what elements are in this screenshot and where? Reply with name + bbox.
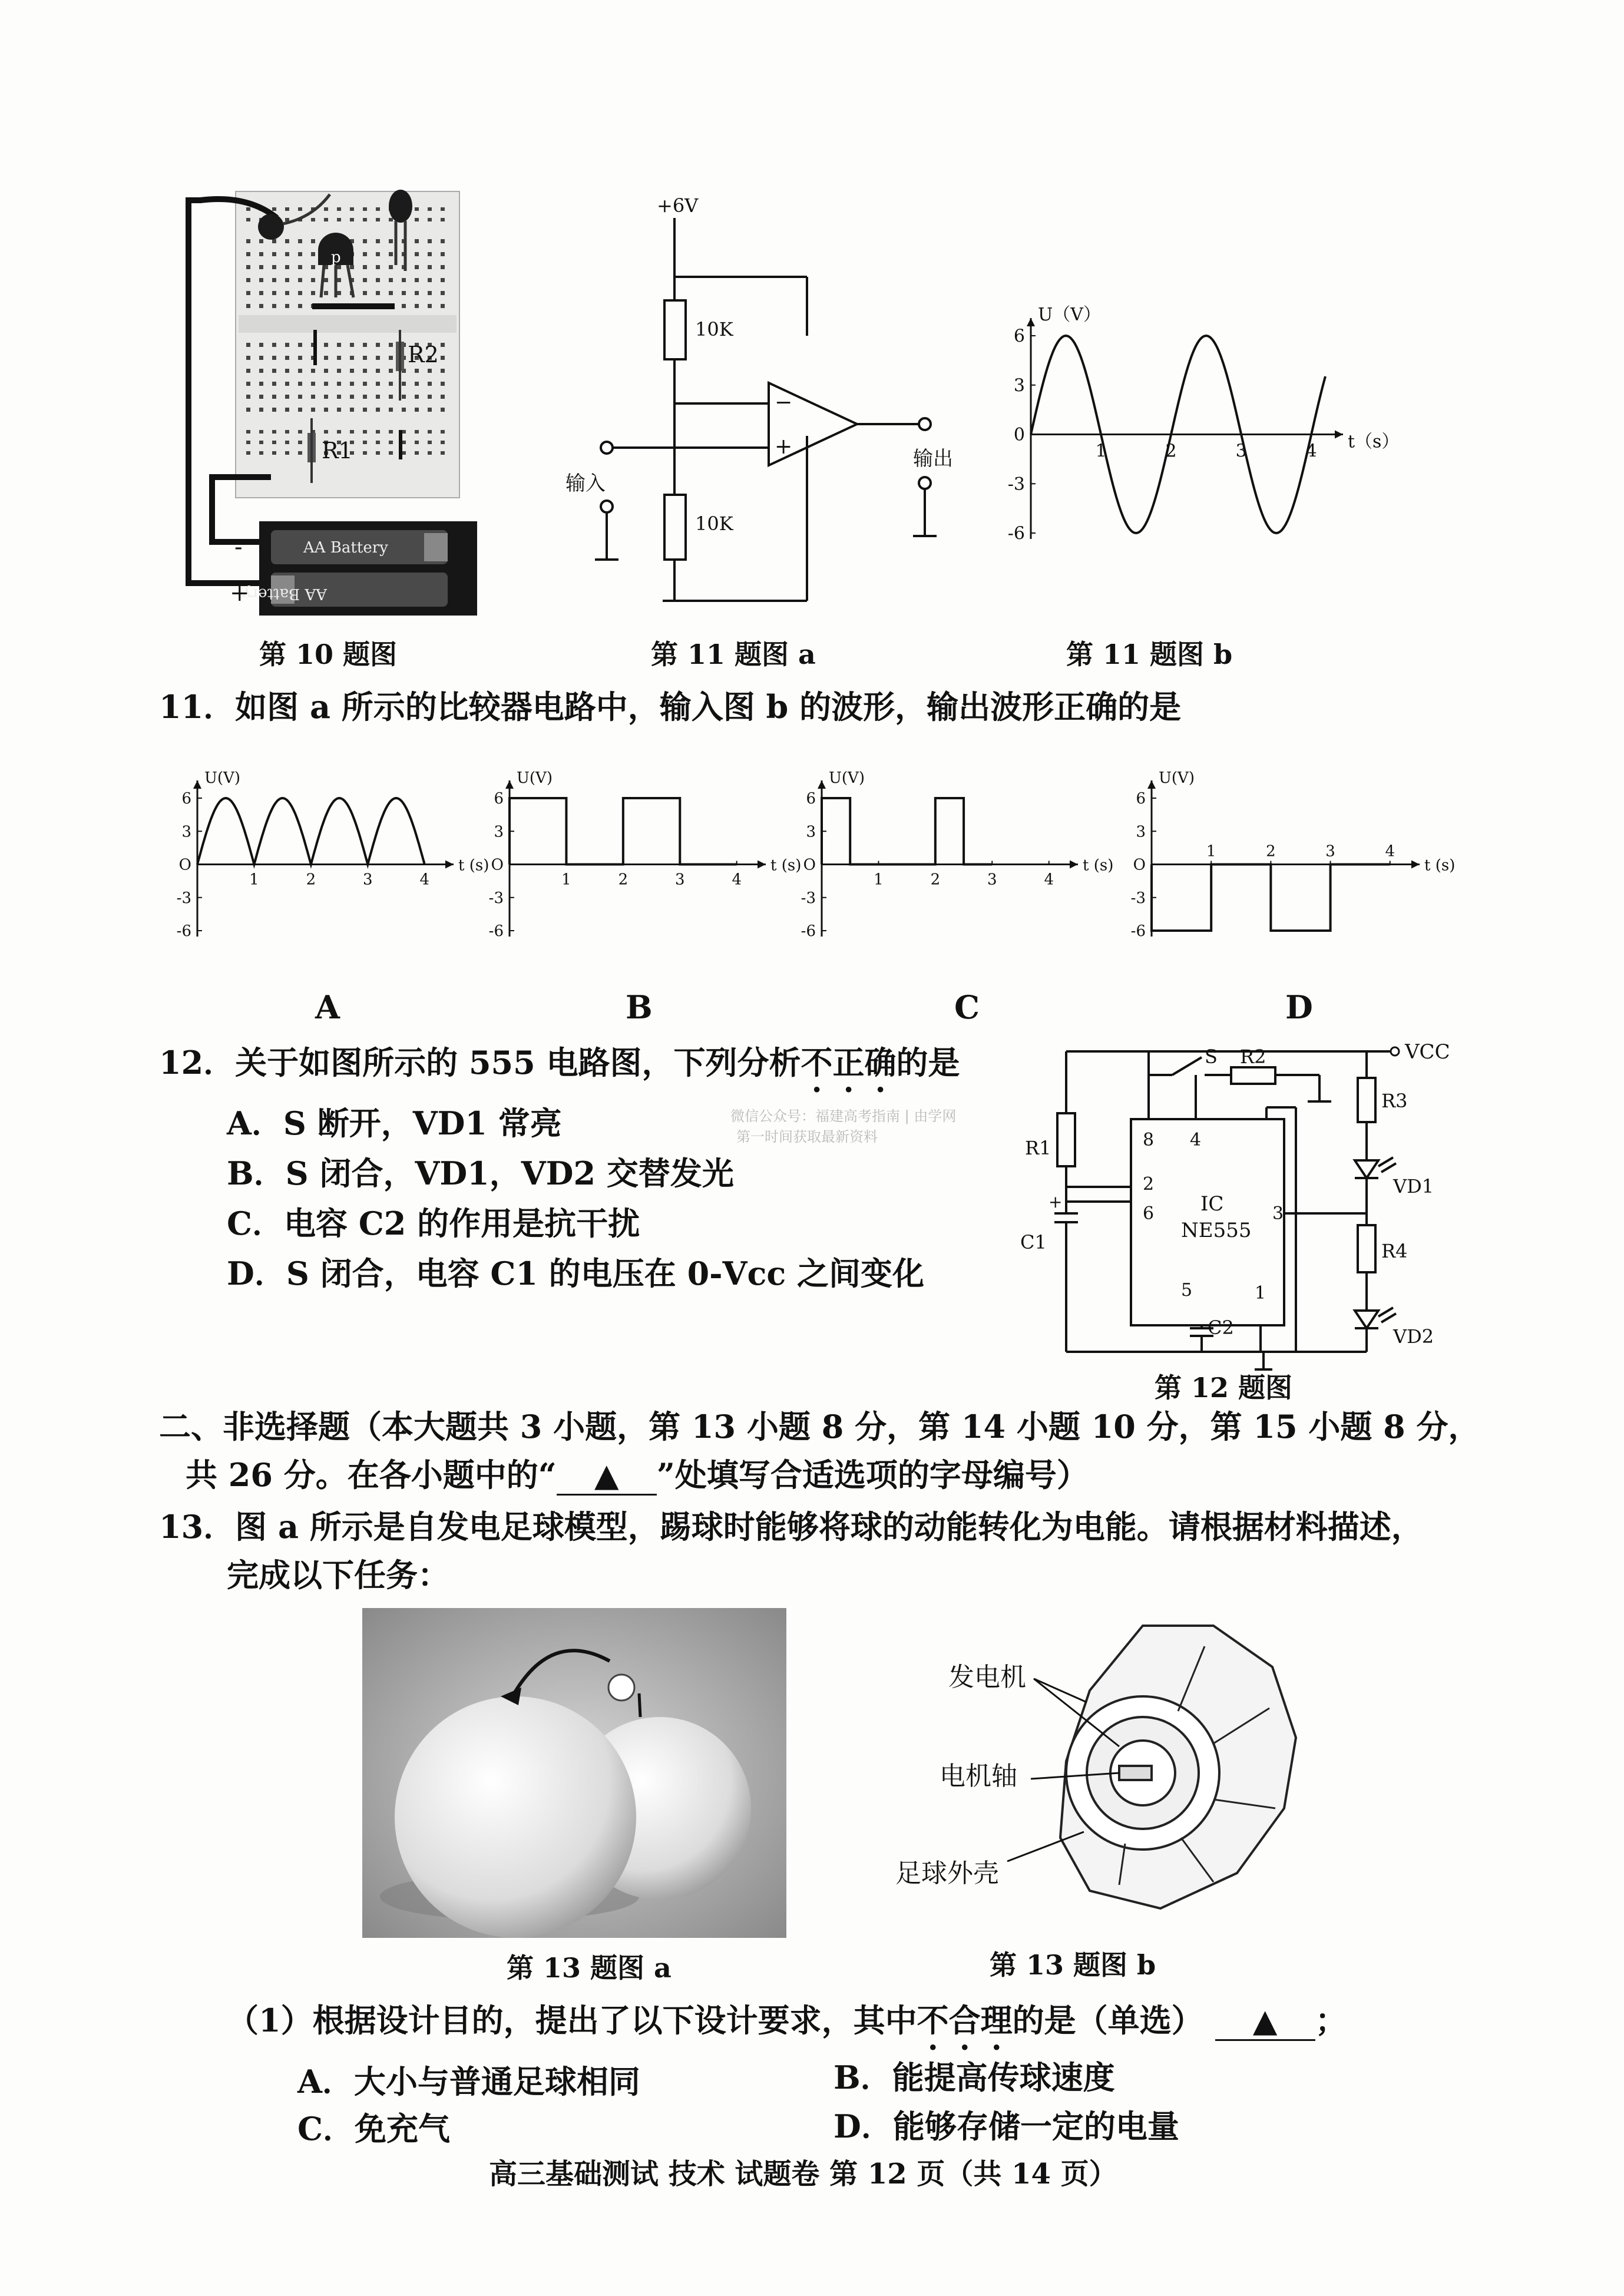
y-tick-label: 3 [806, 823, 816, 841]
resistor-r4 [1358, 1225, 1375, 1272]
figure-11a-comparator [554, 188, 954, 613]
figure-12-555-circuit [1001, 1031, 1484, 1384]
battery-minus: - [234, 534, 243, 561]
y-tick-label: -6 [488, 922, 504, 941]
x-tick-label: 3 [675, 871, 685, 889]
shaft-label: 电机轴 [940, 1761, 1017, 1791]
option-c-chart [795, 757, 1125, 954]
y-tick-label: 6 [1013, 326, 1025, 347]
resistor-top [664, 300, 686, 359]
y-tick-label: -6 [1130, 922, 1146, 941]
question-13-sub-1: （1）根据设计目的，提出了以下设计要求，其中不合理的是（单选） ▲ ； [227, 1996, 1347, 2057]
output-terminal [919, 418, 931, 430]
section-2-instruction: 共 26 分。在各小题中的“ ▲ ”处填写合适选项的字母编号） [186, 1450, 1089, 1496]
switch-label: S [1205, 1046, 1218, 1068]
x-tick-label: 1 [561, 871, 571, 889]
ic-label: IC [1200, 1192, 1224, 1216]
pin-8: 8 [1143, 1130, 1155, 1150]
r2-label: R2 [1240, 1046, 1266, 1068]
fig11b-caption: 第 11 题图 b [1066, 638, 1233, 670]
r-top-label: 10K [695, 318, 733, 340]
y-tick-label: 6 [806, 790, 816, 808]
x-tick-label: 2 [1266, 842, 1276, 861]
y-tick-label: -3 [1130, 889, 1146, 907]
input-waveform-chart [995, 295, 1396, 554]
question-11-text: 11．如图 a 所示的比较器电路中，输入图 b 的波形，输出波形正确的是 [159, 688, 1182, 726]
fig10-caption: 第 10 题图 [259, 638, 398, 670]
q12-option-b: B．S 闭合，VD1，VD2 交替发光 [227, 1154, 734, 1192]
c1-label: C1 [1020, 1231, 1047, 1253]
pin-3: 3 [1272, 1203, 1284, 1224]
resistor-r3 [1358, 1078, 1375, 1122]
y-axis-arrow [193, 780, 201, 789]
football-left [395, 1696, 636, 1938]
pin-5: 5 [1181, 1280, 1193, 1301]
emphasis-unreasonable: 不合理 [917, 2001, 1013, 2039]
switch-s [1172, 1057, 1202, 1075]
battery-bottom-label: AA Battery [242, 585, 327, 603]
y-tick-label: 0 [1013, 425, 1025, 445]
y-tick-label: -6 [801, 922, 816, 941]
y-tick-label: 6 [181, 790, 191, 808]
y-axis-label: U(V) [1159, 769, 1195, 787]
x-tick-label: 1 [1095, 441, 1107, 462]
y-axis-arrow [1027, 318, 1035, 326]
fig12-caption: 第 12 题图 [1155, 1372, 1293, 1404]
pin-6: 6 [1143, 1203, 1155, 1224]
r-bottom-label: 10K [695, 512, 733, 535]
y-tick-label: O [491, 856, 504, 874]
q13-option-b: B．能提高传球速度 [834, 2059, 1115, 2096]
breadboard-photo [177, 183, 483, 618]
resistor-r2 [1231, 1067, 1275, 1084]
y-tick-label: -3 [1007, 474, 1025, 495]
x-tick-label: 4 [419, 871, 429, 889]
x-axis-arrow [758, 861, 766, 869]
figure-11b-waveform [995, 295, 1396, 554]
y-tick-label: -6 [176, 922, 191, 941]
pin-4: 4 [1190, 1130, 1202, 1150]
opamp-minus: − [775, 391, 793, 415]
x-tick-label: 1 [249, 871, 259, 889]
y-axis-arrow [1147, 780, 1156, 789]
x-tick-label: 1 [1206, 842, 1216, 861]
x-axis-arrow [1070, 861, 1078, 869]
battery-plus: + [230, 580, 250, 607]
r2-label: R2 [408, 342, 439, 368]
waveform-line [1152, 865, 1390, 931]
q13-option-a: A．大小与普通足球相同 [297, 2063, 640, 2100]
x-axis-label: t (s) [1424, 856, 1456, 875]
x-tick-label: 3 [987, 871, 997, 889]
x-tick-label: 4 [1044, 871, 1054, 889]
output-label: 输出 [913, 447, 953, 471]
x-axis-arrow [1335, 431, 1343, 439]
ic-model: NE555 [1181, 1219, 1252, 1242]
pin-1: 1 [1255, 1283, 1266, 1304]
shell-label: 足球外壳 [895, 1858, 999, 1888]
r1-label: R1 [322, 438, 353, 464]
opamp-plus: + [775, 435, 793, 459]
y-tick-label: 6 [494, 790, 504, 808]
watermark-line-2: 第一时间获取最新资料 [736, 1129, 878, 1145]
page-footer: 高三基础测试 技术 试题卷 第 12 页（共 14 页） [489, 2158, 1117, 2191]
x-tick-label: 3 [1325, 842, 1335, 861]
vd2-label: VD2 [1393, 1325, 1434, 1348]
y-axis-arrow [818, 780, 826, 789]
y-tick-label: 3 [494, 823, 504, 841]
r4-label: R4 [1381, 1240, 1408, 1262]
resistor-bottom [664, 495, 686, 560]
section-2-heading: 二、非选择题（本大题共 3 小题，第 13 小题 8 分，第 14 小题 10 分，第 15 小题 8 分， [159, 1408, 1480, 1445]
x-axis-label: t（s） [1348, 431, 1396, 452]
supply-label: +6V [657, 194, 699, 217]
y-tick-label: -6 [1007, 523, 1025, 544]
x-tick-label: 4 [1385, 842, 1395, 861]
option-d-letter: D [1285, 988, 1313, 1026]
x-axis-label: t (s) [770, 856, 802, 875]
x-tick-label: 2 [618, 871, 629, 889]
ne555-circuit [1001, 1031, 1484, 1384]
x-tick-label: 3 [1235, 441, 1247, 462]
y-axis-arrow [505, 780, 514, 789]
y-tick-label: -3 [801, 889, 816, 907]
q13-option-c: C．免充气 [297, 2110, 450, 2148]
question-13-line-2: 完成以下任务： [227, 1556, 449, 1594]
y-tick-label: 3 [181, 823, 191, 841]
vcc-label: VCC [1405, 1040, 1450, 1064]
input-label: 输入 [565, 472, 606, 495]
answer-blank-example: ▲ [557, 1456, 657, 1496]
emphasis-not-correct: 不正确 [801, 1044, 897, 1081]
q12-option-a: A．S 断开，VD1 常亮 [227, 1104, 562, 1142]
r3-label: R3 [1381, 1090, 1408, 1112]
option-b-chart [483, 757, 813, 954]
x-tick-label: 4 [732, 871, 742, 889]
x-axis-label: t (s) [1083, 856, 1114, 875]
x-tick-label: 1 [874, 871, 884, 889]
x-tick-label: 2 [930, 871, 941, 889]
x-tick-label: 2 [1165, 441, 1177, 462]
x-axis-label: t (s) [458, 856, 489, 875]
x-tick-label: 3 [363, 871, 373, 889]
led-vd1 [1355, 1160, 1378, 1178]
motor-shaft [1119, 1766, 1152, 1780]
r1-label: R1 [1025, 1137, 1051, 1159]
c2-label: C2 [1208, 1316, 1234, 1339]
y-axis-label: U(V) [517, 769, 553, 787]
waveform-line [510, 798, 737, 865]
question-12-stem: 12．关于如图所示的 555 电路图，下列分析不正确的是 [159, 1044, 960, 1081]
pin-2: 2 [1143, 1174, 1155, 1195]
generator-label: 发电机 [948, 1662, 1026, 1692]
waveform-line [822, 798, 992, 865]
y-tick-label: 3 [1136, 823, 1146, 841]
transistor-label: p [331, 249, 341, 266]
q12-option-d: D．S 闭合，电容 C1 的电压在 0-Vcc 之间变化 [227, 1255, 925, 1292]
y-axis-label: U(V) [829, 769, 865, 787]
option-b-letter: B [626, 988, 653, 1026]
bulb [608, 1675, 634, 1701]
x-tick-label: 4 [1305, 441, 1317, 462]
y-tick-label: 3 [1013, 375, 1025, 396]
fig11a-caption: 第 11 题图 a [651, 638, 816, 670]
led [389, 190, 412, 223]
y-tick-label: O [178, 856, 191, 874]
generator-diagram [884, 1614, 1308, 1920]
football-photo [362, 1608, 786, 1938]
comparator-circuit [554, 188, 954, 613]
option-c-letter: C [954, 988, 980, 1026]
option-a-letter: A [315, 988, 340, 1026]
vd1-label: VD1 [1393, 1175, 1434, 1197]
y-axis-label: U(V) [204, 769, 240, 787]
waveform-line [197, 798, 425, 865]
c1-plus: + [1049, 1192, 1063, 1212]
led-vd2 [1355, 1311, 1378, 1328]
figure-13b-diagram [884, 1614, 1308, 1920]
x-tick-label: 2 [306, 871, 316, 889]
option-d-chart [1125, 757, 1467, 954]
y-tick-label: 6 [1136, 790, 1146, 808]
fig13a-caption: 第 13 题图 a [507, 1952, 672, 1984]
y-tick-label: -3 [488, 889, 504, 907]
x-axis-arrow [1411, 861, 1420, 869]
answer-blank-1[interactable]: ▲ [1215, 2001, 1315, 2041]
y-tick-label: O [1133, 856, 1146, 874]
watermark-line-1: 微信公众号：福建高考指南 | 由学网 [730, 1108, 957, 1124]
question-13-line-1: 13．图 a 所示是自发电足球模型，踢球时能够将球的动能转化为电能。请根据材料描述， [159, 1508, 1423, 1546]
option-a-chart [171, 757, 501, 954]
figure-13a-photo [362, 1608, 786, 1938]
resistor-r1 [1057, 1113, 1075, 1166]
y-tick-label: -3 [176, 889, 191, 907]
input-terminal [601, 442, 613, 454]
figure-10-breadboard [177, 183, 483, 618]
x-axis-arrow [445, 861, 454, 869]
fig13b-caption: 第 13 题图 b [990, 1949, 1156, 1981]
y-axis-label: U（V） [1038, 305, 1101, 325]
q12-option-c: C．电容 C2 的作用是抗干扰 [227, 1205, 640, 1242]
y-tick-label: O [803, 856, 816, 874]
q13-option-d: D．能够存储一定的电量 [834, 2108, 1179, 2145]
photoresistor [258, 214, 284, 240]
battery-top-label: AA Battery [303, 539, 388, 557]
